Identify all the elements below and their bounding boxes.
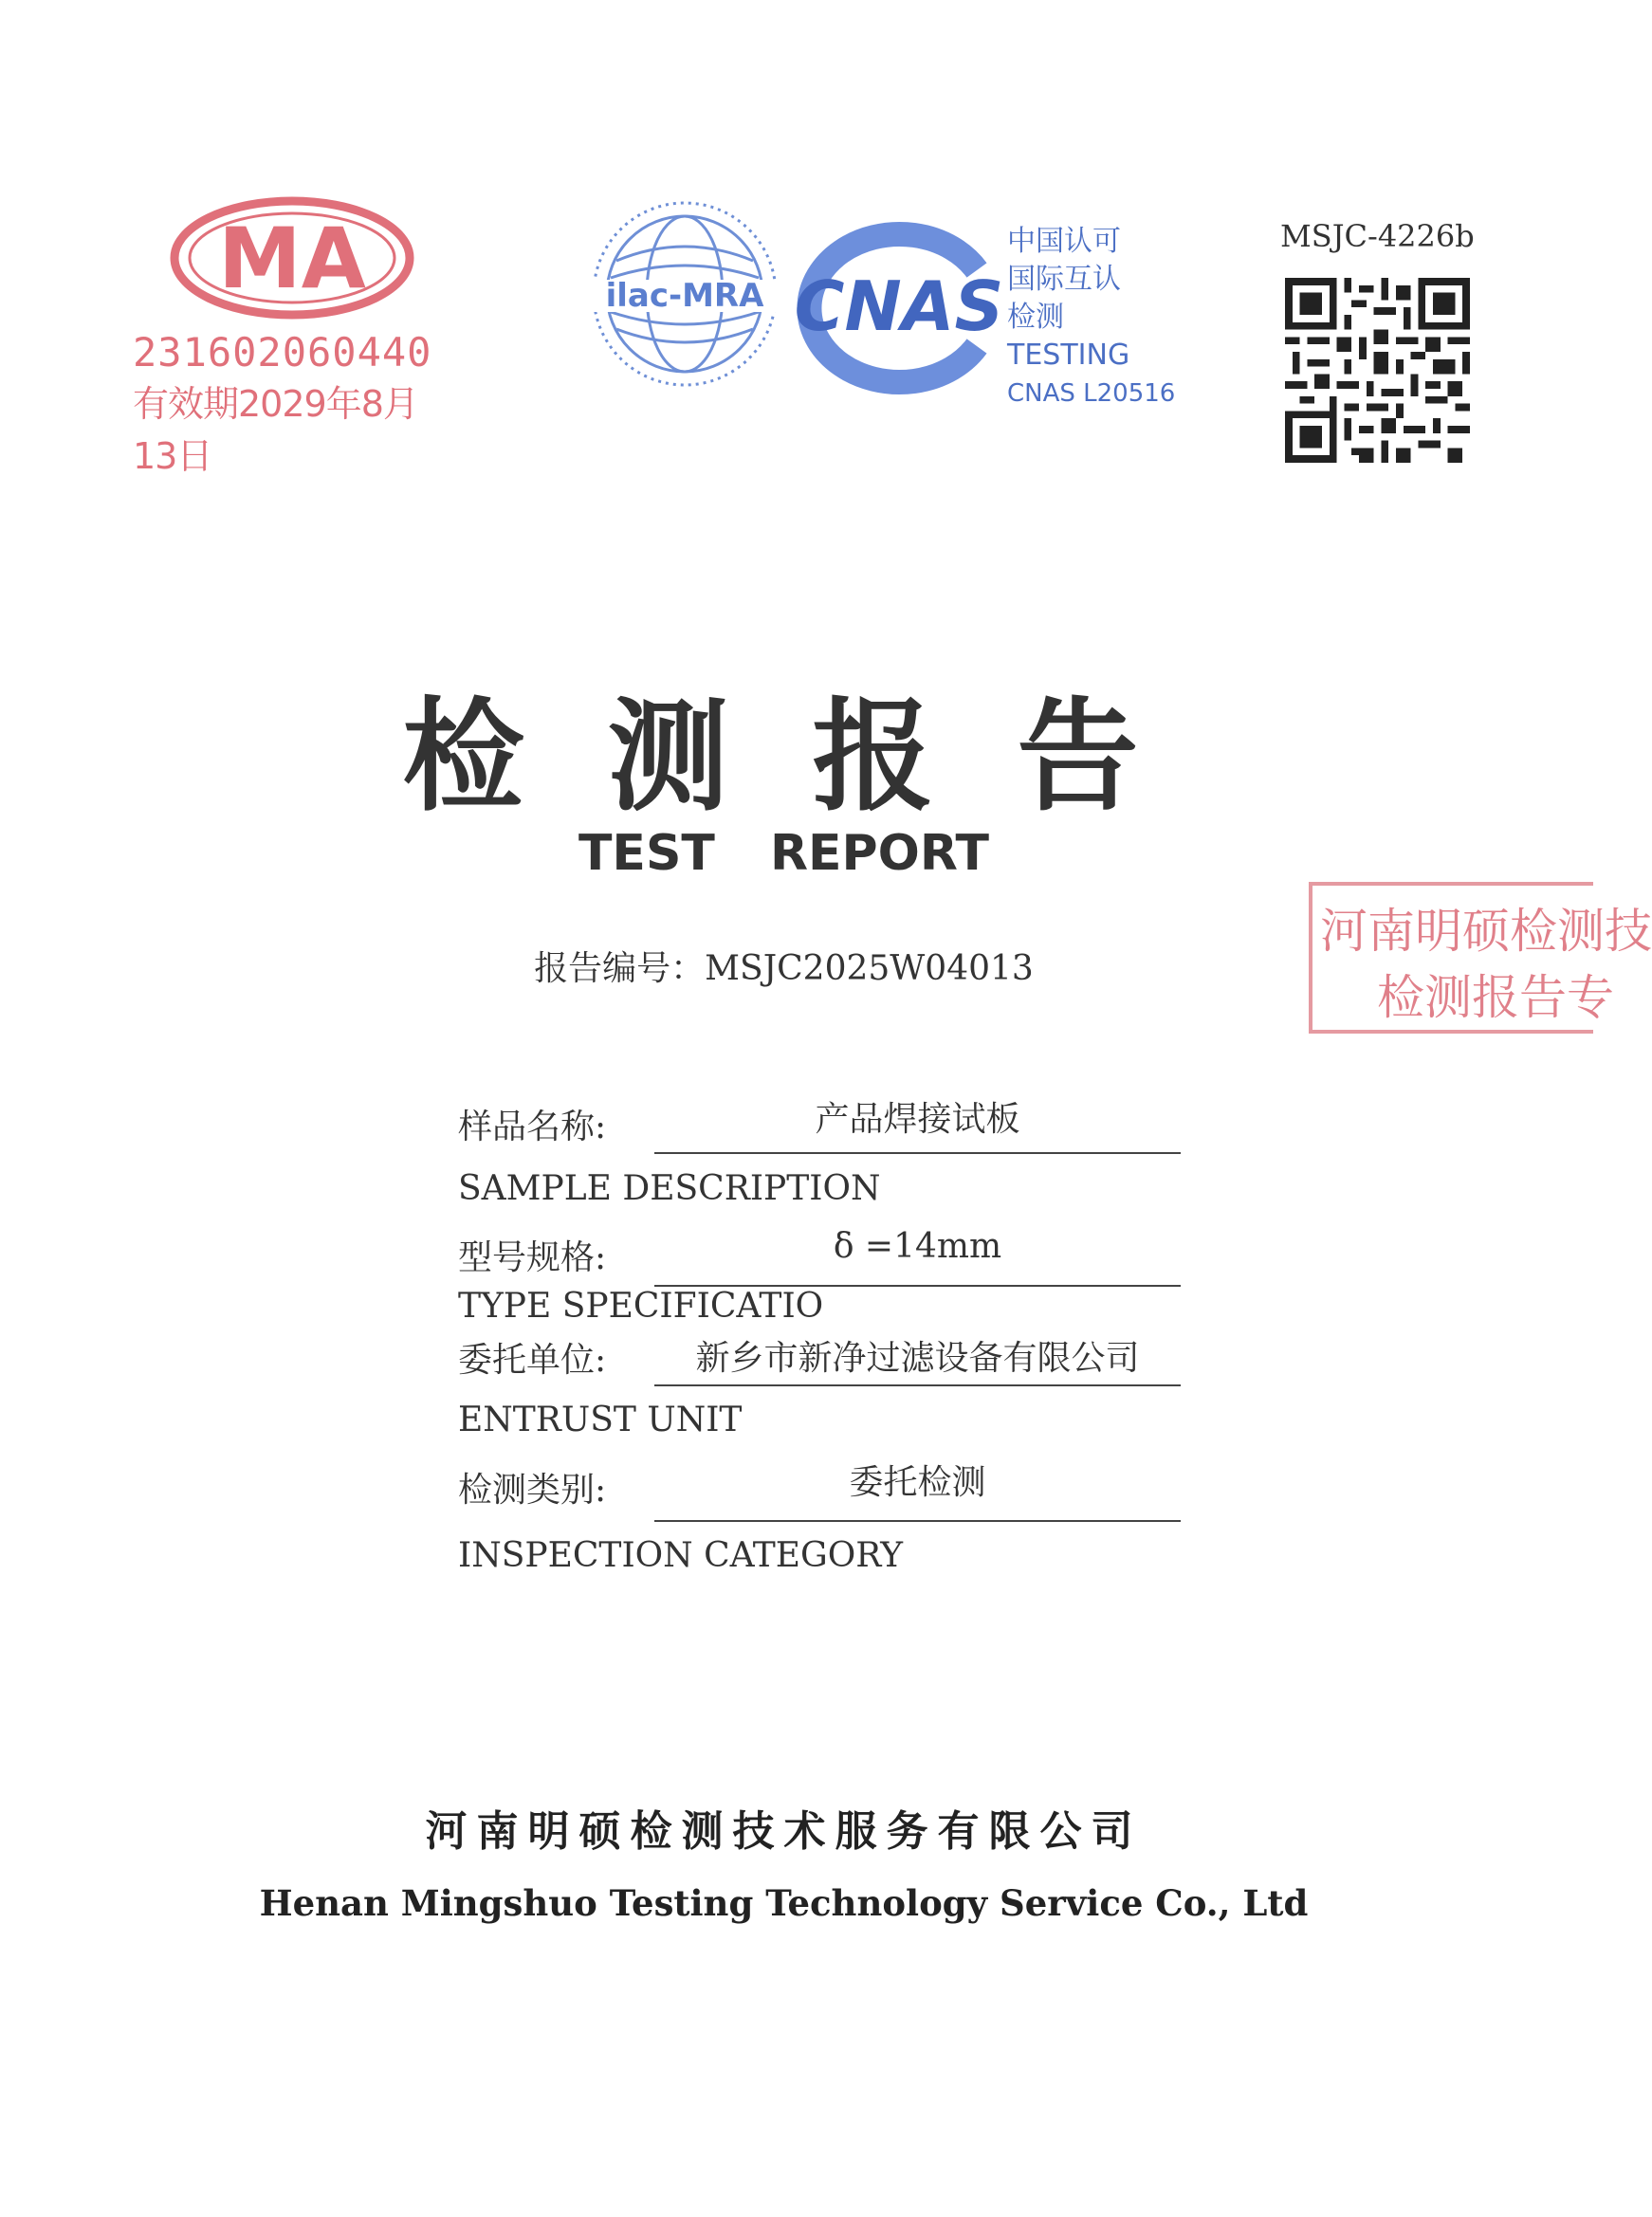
cnas-logo xyxy=(787,218,1005,398)
field-underline xyxy=(654,1152,1181,1154)
field-value-category: 委托检测 xyxy=(849,1463,986,1502)
field-underline xyxy=(654,1520,1181,1522)
form-code: MSJC-4226b xyxy=(1280,218,1475,254)
field-label-en-client: ENTRUST UNIT xyxy=(458,1401,743,1439)
company-name-en: Henan Mingshuo Testing Technology Service Co., Ltd xyxy=(259,1882,1309,1924)
field-label-en-category: INSPECTION CATEGORY xyxy=(458,1536,904,1575)
cma-stamp xyxy=(133,194,446,477)
field-value-client: 新乡市新净过滤设备有限公司 xyxy=(695,1339,1140,1378)
field-value-type: δ =14mm xyxy=(833,1227,1002,1266)
report-title-en: TEST REPORT xyxy=(578,825,990,882)
seal-line-2: 检测报告专 xyxy=(1377,970,1614,1025)
company-seal xyxy=(1309,882,1652,1034)
field-label-en-sample: SAMPLE DESCRIPTION xyxy=(458,1169,881,1208)
cma-validity: 有效期2029年8月13日 xyxy=(133,383,418,477)
cnas-line: TESTING xyxy=(1007,339,1130,372)
field-label-sample: 样品名称: xyxy=(458,1108,607,1146)
cnas-emblem-icon xyxy=(787,218,1005,398)
cnas-line: 中国认可 xyxy=(1007,225,1121,258)
field-underline xyxy=(654,1384,1181,1386)
field-label-type: 型号规格: xyxy=(458,1238,607,1277)
cnas-line: 国际互认 xyxy=(1007,263,1121,296)
field-label-en-type: TYPE SPECIFICATIO xyxy=(458,1287,824,1326)
svg-text:ilac-MRA: ilac-MRA xyxy=(605,277,764,315)
svg-text:MA: MA xyxy=(218,210,366,307)
report-number: 报告编号：MSJC2025W04013 xyxy=(534,949,1034,988)
qr-code-icon xyxy=(1285,278,1470,463)
report-title-cn: 检测报告 xyxy=(402,686,1222,828)
field-label-category: 检测类别: xyxy=(458,1471,607,1510)
cnas-line: CNAS L20516 xyxy=(1007,379,1176,408)
cnas-line: 检测 xyxy=(1007,301,1064,334)
seal-line-1: 河南明硕检测技 xyxy=(1320,904,1652,959)
cma-number: 231602060440 xyxy=(133,329,432,376)
ilac-globe-icon xyxy=(588,194,782,394)
svg-text:CNAS: CNAS xyxy=(794,266,1004,346)
ilac-mra-logo xyxy=(588,194,782,394)
cma-logo-icon xyxy=(169,194,415,322)
cnas-text-block xyxy=(1007,223,1175,412)
company-name-cn: 河南明硕检测技术服务有限公司 xyxy=(425,1807,1143,1856)
field-label-client: 委托单位: xyxy=(458,1341,607,1380)
field-value-sample: 产品焊接试板 xyxy=(815,1100,1020,1139)
